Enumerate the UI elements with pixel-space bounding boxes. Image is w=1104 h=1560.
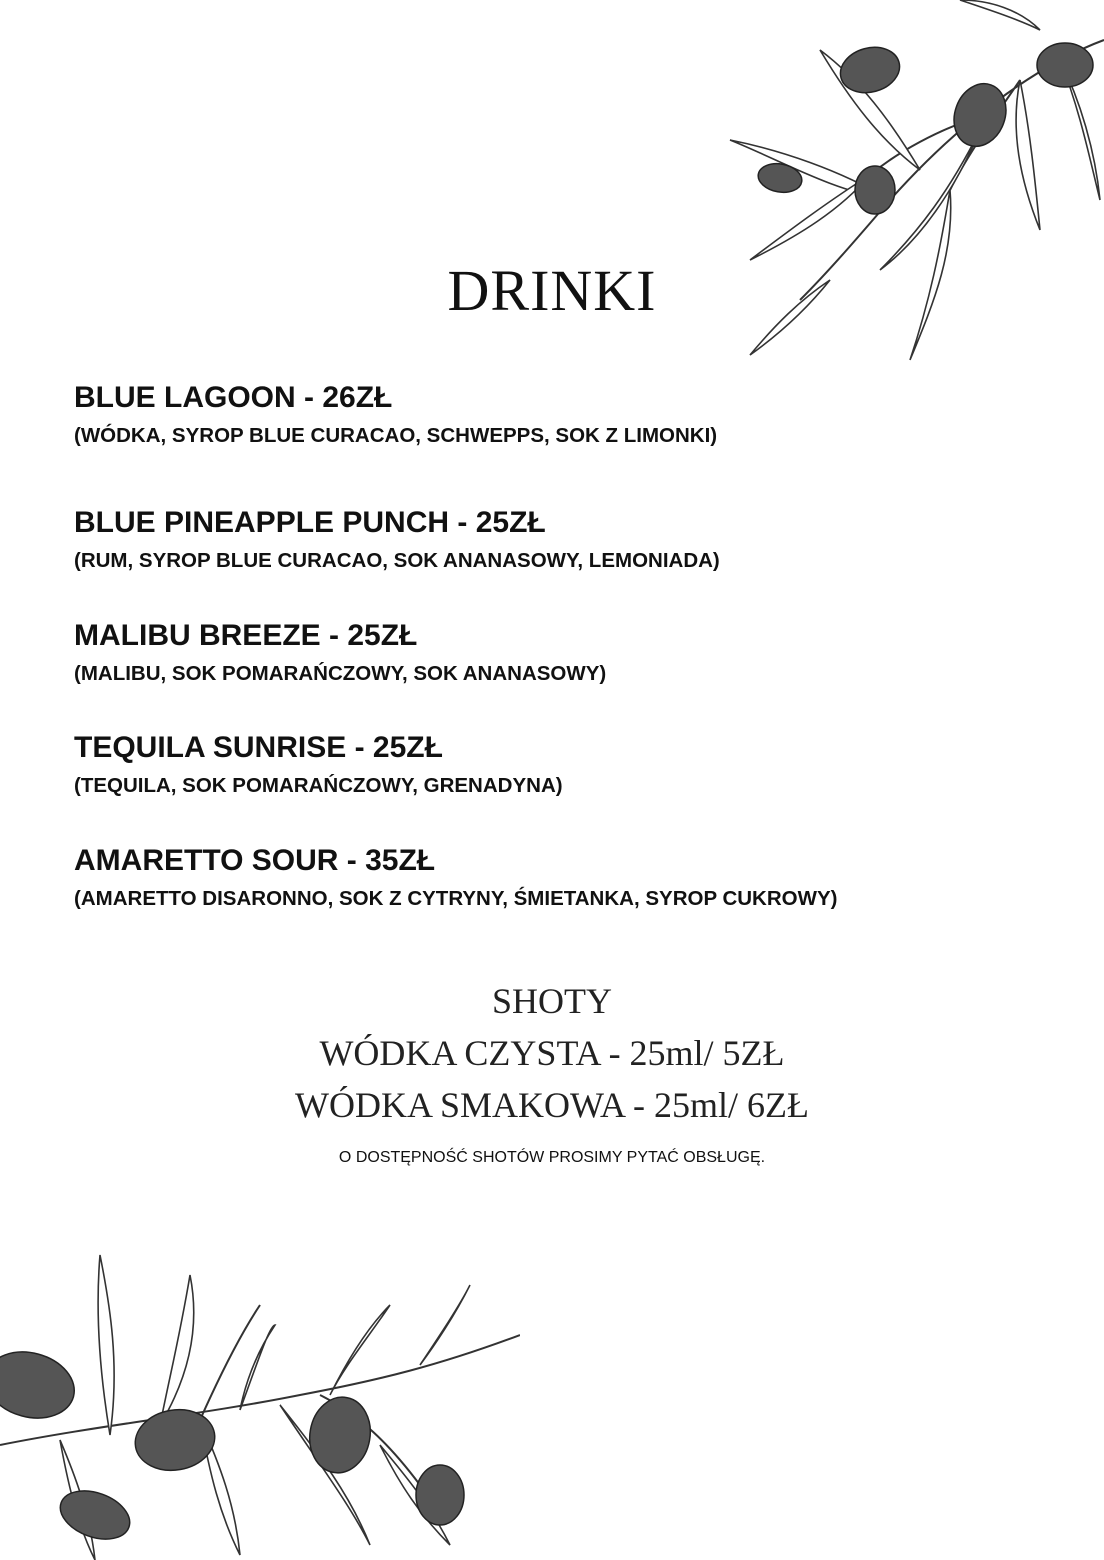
shot-item: WÓDKA SMAKOWA - 25ml/ 6ZŁ <box>295 1085 809 1125</box>
shots-note: O DOSTĘPNOŚĆ SHOTÓW PROSIMY PYTAĆ OBSŁUGĘ. <box>338 1149 766 1166</box>
drink-name: BLUE LAGOON - 26ZŁ <box>74 381 393 414</box>
drink-item-amaretto-sour <box>74 846 837 910</box>
shot-item: WÓDKA CZYSTA - 25ml/ 5ZŁ <box>319 1033 785 1073</box>
drink-ingredients: (WÓDKA, SYROP BLUE CURACAO, SCHWEPPS, SOK Z LIMONKI) <box>74 424 718 447</box>
drink-ingredients: (MALIBU, SOK POMARAŃCZOWY, SOK ANANASOWY) <box>74 662 607 685</box>
drink-name: AMARETTO SOUR - 35ZŁ <box>74 844 436 877</box>
drink-ingredients: (RUM, SYROP BLUE CURACAO, SOK ANANASOWY, LEMONIADA) <box>74 549 720 572</box>
drink-name: TEQUILA SUNRISE - 25ZŁ <box>74 731 443 764</box>
drink-name: MALIBU BREEZE - 25ZŁ <box>74 619 418 652</box>
shots-heading: SHOTY <box>491 981 612 1021</box>
olive-branch-bottom-illustration <box>0 1245 520 1560</box>
drink-name: BLUE PINEAPPLE PUNCH - 25ZŁ <box>74 506 546 539</box>
shots-section <box>0 975 1104 1167</box>
drink-ingredients: (AMARETTO DISARONNO, SOK Z CYTRYNY, ŚMIETANKA, SYROP CUKROWY) <box>74 887 838 910</box>
page-title: DRINKI <box>447 258 657 323</box>
drink-item-malibu-breeze <box>74 621 606 685</box>
drink-item-blue-lagoon <box>74 383 717 447</box>
drink-item-tequila-sunrise <box>74 733 563 797</box>
drink-ingredients: (TEQUILA, SOK POMARAŃCZOWY, GRENADYNA) <box>74 774 563 797</box>
drink-item-blue-pineapple-punch <box>74 508 720 572</box>
